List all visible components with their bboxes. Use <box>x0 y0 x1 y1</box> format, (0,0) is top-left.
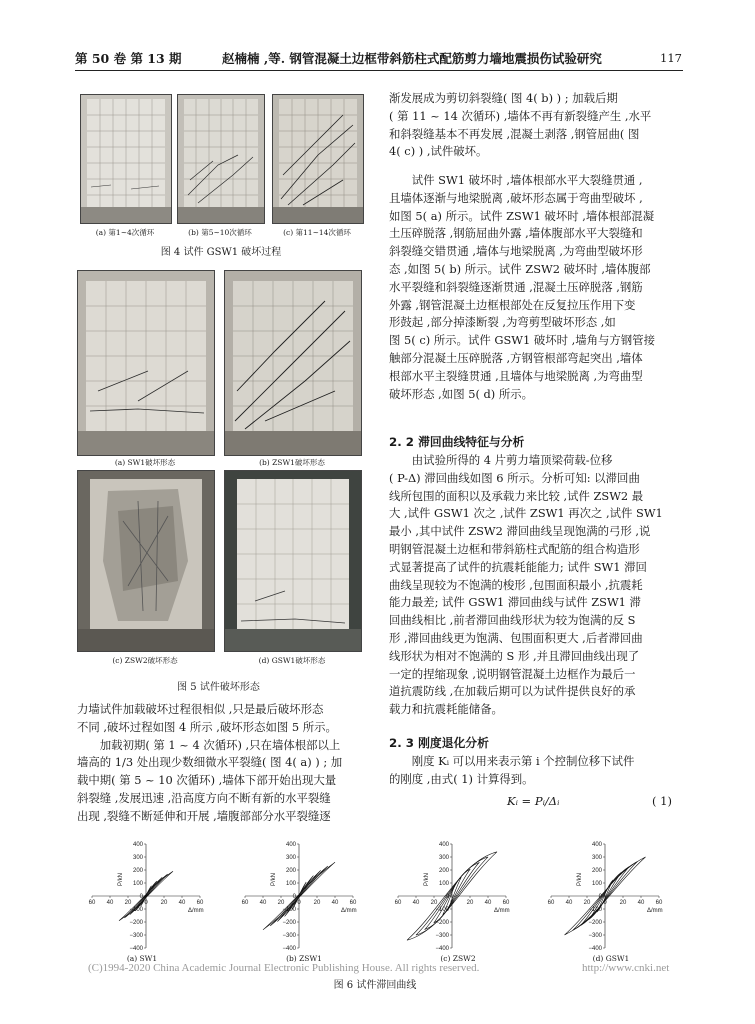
text-line: 由试验所得的 4 片剪力墙顶梁荷载-位移 <box>389 453 613 467</box>
x-tick-label: 60 <box>655 900 663 906</box>
x-tick-label: 0 <box>297 900 301 906</box>
text-line: 明钢管混凝土边框和带斜筋柱式配筋的组合构造形 <box>389 541 640 556</box>
x-tick-label: 40 <box>637 900 645 906</box>
x-tick-label: 20 <box>277 900 285 906</box>
text-line: 4( c) ) ,试件破坏。 <box>389 144 488 159</box>
x-tick-label: 60 <box>547 900 555 906</box>
x-tick-label: 40 <box>106 900 114 906</box>
text-line: 一定的捏缩现象 ,说明钢管混凝土边框作为最后一 <box>389 666 636 681</box>
y-axis-label: P/kN <box>424 872 430 886</box>
fig5a-caption: (a) SW1破坏形态 <box>114 458 176 467</box>
journal-volume: 第 50 卷 第 13 期 <box>75 51 182 66</box>
text-line: 触部分混凝土压碎脱落 ,方钢管根部弯起突出 ,墙体 <box>389 350 643 365</box>
fig4a-caption: (a) 第1~4次循环 <box>95 228 155 237</box>
x-tick-label: 40 <box>484 900 492 906</box>
text-line: 态 ,如图 5( b) 所示。试件 ZSW2 破坏时 ,墙体腹部 <box>389 261 651 276</box>
right-column-para4 <box>389 753 683 789</box>
y-tick-label: −400 <box>282 946 296 952</box>
y-tick-label: −300 <box>129 933 143 939</box>
text-line: 和斜裂缝基本不再发展 ,混凝土剥落 ,钢管屈曲( 图 <box>389 126 640 141</box>
x-tick-label: 40 <box>178 900 186 906</box>
y-tick-label: 400 <box>285 842 296 848</box>
x-tick-label: 60 <box>394 900 402 906</box>
x-tick-label: 60 <box>196 900 204 906</box>
x-tick-label: 40 <box>331 900 339 906</box>
y-tick-label: −400 <box>129 946 143 952</box>
right-column-para2 <box>389 172 683 403</box>
text-line: 曲线呈现较为不饱满的梭形 ,包围面积最小 ,抗震耗 <box>389 577 643 592</box>
y-tick-label: −300 <box>588 933 602 939</box>
x-tick-label: 20 <box>466 900 474 906</box>
y-tick-label: 200 <box>132 868 143 874</box>
fig4a-photo <box>80 94 172 224</box>
y-tick-label: −300 <box>282 933 296 939</box>
text-line: 斜裂缝交错贯通 ,墙体与地梁脱离 ,为弯曲型破坏形 <box>389 244 643 259</box>
text-line: 外露 ,钢管混凝土边框根部处在反复拉压作用下变 <box>389 297 636 312</box>
fig4-caption: 图 4 试件 GSW1 破坏过程 <box>160 247 282 258</box>
text-line: 土压碎脱落 ,钢筋屈曲外露 ,墙体腹部水平大裂缝和 <box>389 226 643 241</box>
y-axis-label: P/kN <box>118 872 124 886</box>
text-line: 斜裂缝 ,发展迅速 ,沿高度方向不断有新的水平裂缝 <box>77 790 331 805</box>
y-tick-label: 0 <box>139 894 143 900</box>
fig6a-caption: (a) SW1 <box>126 954 158 963</box>
text-line: 墙高的 1/3 处出现少数细微水平裂缝( 图 4( a) ) ; 加 <box>77 755 343 770</box>
x-tick-label: 40 <box>565 900 573 906</box>
fig5b-caption: (b) ZSW1破坏形态 <box>259 458 325 467</box>
y-tick-label: −200 <box>588 920 602 926</box>
x-tick-label: 0 <box>450 900 454 906</box>
section-heading-2-2: 2. 2 滞回曲线特征与分析 <box>389 435 525 449</box>
section-heading-2-3: 2. 3 刚度退化分析 <box>389 736 489 750</box>
text-line: ( 第 11 ~ 14 次循环) ,墙体不再有新裂缝产生 ,水平 <box>389 108 652 123</box>
y-tick-label: 0 <box>598 894 602 900</box>
fig6d-caption: (d) GSW1 <box>592 954 630 963</box>
text-line: 且墙体逐渐与地梁脱离 ,破坏形态属于弯曲型破坏 , <box>389 190 643 205</box>
text-line: 不同 ,破坏过程如图 4 所示 ,破坏形态如图 5 所示。 <box>77 719 337 734</box>
left-column-text <box>77 701 373 826</box>
figure6-charts <box>62 832 692 972</box>
fig5-caption: 图 5 试件破坏形态 <box>177 682 260 693</box>
text-line: 图 5( c) 所示。试件 GSW1 破坏时 ,墙角与方钢管接 <box>389 333 655 348</box>
text-line: 载中期( 第 5 ~ 10 次循环) ,墙体下部开始出现大量 <box>77 773 337 788</box>
x-tick-label: 60 <box>241 900 249 906</box>
text-line: 最小 ,其中试件 ZSW2 滞回曲线呈现饱满的弓形 ,说 <box>389 524 651 539</box>
y-tick-label: 300 <box>285 855 296 861</box>
text-line: 出现 ,裂缝不断延伸和开展 ,墙腹部部分水平裂缝逐 <box>77 808 331 823</box>
y-tick-label: 100 <box>132 881 143 887</box>
fig4b-caption: (b) 第5~10次循环 <box>188 228 252 237</box>
right-column-para3 <box>389 452 683 719</box>
text-line: ( P-Δ) 滞回曲线如图 6 所示。分析可知: 以滞回曲 <box>389 470 640 485</box>
text-line: 根部水平主裂缝贯通 ,且墙体与地梁脱离 ,为弯曲型 <box>389 368 643 383</box>
running-title: 赵楠楠 ,等. 钢管混凝土边框带斜筋柱式配筋剪力墙地震损伤试验研究 <box>222 51 602 66</box>
page-number: 117 <box>660 51 682 65</box>
y-tick-label: 200 <box>438 868 449 874</box>
text-line: 刚度 Kᵢ 可以用来表示第 i 个控制位移下试件 <box>389 754 635 768</box>
fig5c-photo <box>77 470 215 652</box>
x-tick-label: 20 <box>583 900 591 906</box>
y-tick-label: 100 <box>591 881 602 887</box>
fig5d-photo <box>224 470 362 652</box>
y-axis-label: P/kN <box>577 872 583 886</box>
y-tick-label: 0 <box>292 894 296 900</box>
fig5a-photo <box>77 270 215 456</box>
x-tick-label: 40 <box>259 900 267 906</box>
y-tick-label: 300 <box>438 855 449 861</box>
y-tick-label: −200 <box>129 920 143 926</box>
y-tick-label: 300 <box>132 855 143 861</box>
x-tick-label: 0 <box>603 900 607 906</box>
y-tick-label: 100 <box>285 881 296 887</box>
text-line: 形 ,滞回曲线更为饱满、包围面积更大 ,后者滞回曲 <box>389 630 643 645</box>
y-tick-label: −100 <box>129 907 143 913</box>
y-tick-label: 0 <box>445 894 449 900</box>
text-line: 破坏形态 ,如图 5( d) 所示。 <box>389 386 534 401</box>
x-axis-label: Δ/mm <box>647 908 663 914</box>
y-tick-label: 400 <box>132 842 143 848</box>
text-line: 回曲线相比 ,前者滞回曲线形状为较为饱满的反 S <box>389 613 636 628</box>
text-line: 试件 SW1 破坏时 ,墙体根部水平大裂缝贯通 , <box>389 173 643 187</box>
fig6c-caption: (c) ZSW2 <box>440 954 476 963</box>
x-tick-label: 60 <box>88 900 96 906</box>
x-tick-label: 20 <box>313 900 321 906</box>
text-line: 式显著提高了试件的抗震耗能能力; 试件 SW1 滞回 <box>389 559 647 574</box>
right-column-para1 <box>389 90 683 161</box>
text-line: 大 ,试件 GSW1 次之 ,试件 ZSW1 再次之 ,试件 SW1 <box>389 506 663 521</box>
y-tick-label: −100 <box>435 907 449 913</box>
x-axis-label: Δ/mm <box>188 908 204 914</box>
fig5c-caption: (c) ZSW2破坏形态 <box>112 656 178 665</box>
equation-number: ( 1) <box>652 794 672 808</box>
y-tick-label: −200 <box>435 920 449 926</box>
text-line: 载力和抗震耗能储备。 <box>389 702 503 717</box>
y-tick-label: 400 <box>591 842 602 848</box>
fig5d-caption: (d) GSW1破坏形态 <box>258 656 326 665</box>
text-line: 如图 5( a) 所示。试件 ZSW1 破坏时 ,墙体根部混凝 <box>389 208 655 223</box>
y-tick-label: 300 <box>591 855 602 861</box>
y-tick-label: −100 <box>282 907 296 913</box>
y-tick-label: 200 <box>285 868 296 874</box>
fig4c-caption: (c) 第11~14次循环 <box>283 228 351 237</box>
fig6-caption: 图 6 试件滞回曲线 <box>333 980 417 991</box>
equation-1: Kᵢ = Pᵢ/Δᵢ <box>507 794 560 808</box>
watermark-copyright: (C)1994-2020 China Academic Journal Electronic Publishing House. All rights reserved. <box>88 962 480 974</box>
y-tick-label: −200 <box>282 920 296 926</box>
watermark-url[interactable]: http://www.cnki.net <box>582 962 670 974</box>
text-line: 的刚度 ,由式( 1) 计算得到。 <box>389 771 534 786</box>
y-tick-label: 400 <box>438 842 449 848</box>
text-line: 加载初期( 第 1 ~ 4 次循环) ,只在墙体根部以上 <box>77 737 341 752</box>
y-tick-label: 100 <box>438 881 449 887</box>
text-line: 线所包围的面积以及承载力来比较 ,试件 ZSW2 最 <box>389 488 644 503</box>
y-tick-label: −300 <box>435 933 449 939</box>
fig6b-caption: (b) ZSW1 <box>286 954 322 963</box>
fig4b-photo <box>177 94 265 224</box>
x-tick-label: 20 <box>124 900 132 906</box>
text-line: 力墙试件加载破坏过程很相似 ,只是最后破坏形态 <box>77 702 324 716</box>
y-axis-label: P/kN <box>271 872 277 886</box>
text-line: 渐发展成为剪切斜裂缝( 图 4( b) ) ; 加载后期 <box>389 91 618 105</box>
text-line: 水平裂缝和斜裂缝逐渐贯通 ,混凝土压碎脱落 ,钢筋 <box>389 279 643 294</box>
text-line: 道抗震防线 ,在加载后期可以为试件提供良好的承 <box>389 684 636 699</box>
y-tick-label: −400 <box>435 946 449 952</box>
text-line: 线形状为相对不饱满的 S 形 ,并且滞回曲线出现了 <box>389 648 640 663</box>
fig5b-photo <box>224 270 362 456</box>
text-line: 能力最差; 试件 GSW1 滞回曲线与试件 ZSW1 滞 <box>389 595 641 610</box>
y-tick-label: −400 <box>588 946 602 952</box>
y-tick-label: 200 <box>591 868 602 874</box>
x-axis-label: Δ/mm <box>494 908 510 914</box>
header-rule <box>75 70 683 71</box>
x-tick-label: 0 <box>144 900 148 906</box>
x-axis-label: Δ/mm <box>341 908 357 914</box>
x-tick-label: 20 <box>160 900 168 906</box>
x-tick-label: 20 <box>619 900 627 906</box>
x-tick-label: 60 <box>502 900 510 906</box>
fig4c-photo <box>272 94 364 224</box>
text-line: 形鼓起 ,部分掉漆断裂 ,为弯剪型破坏形态 ,如 <box>389 315 616 330</box>
x-tick-label: 20 <box>430 900 438 906</box>
x-tick-label: 60 <box>349 900 357 906</box>
y-tick-label: −100 <box>588 907 602 913</box>
x-tick-label: 40 <box>412 900 420 906</box>
